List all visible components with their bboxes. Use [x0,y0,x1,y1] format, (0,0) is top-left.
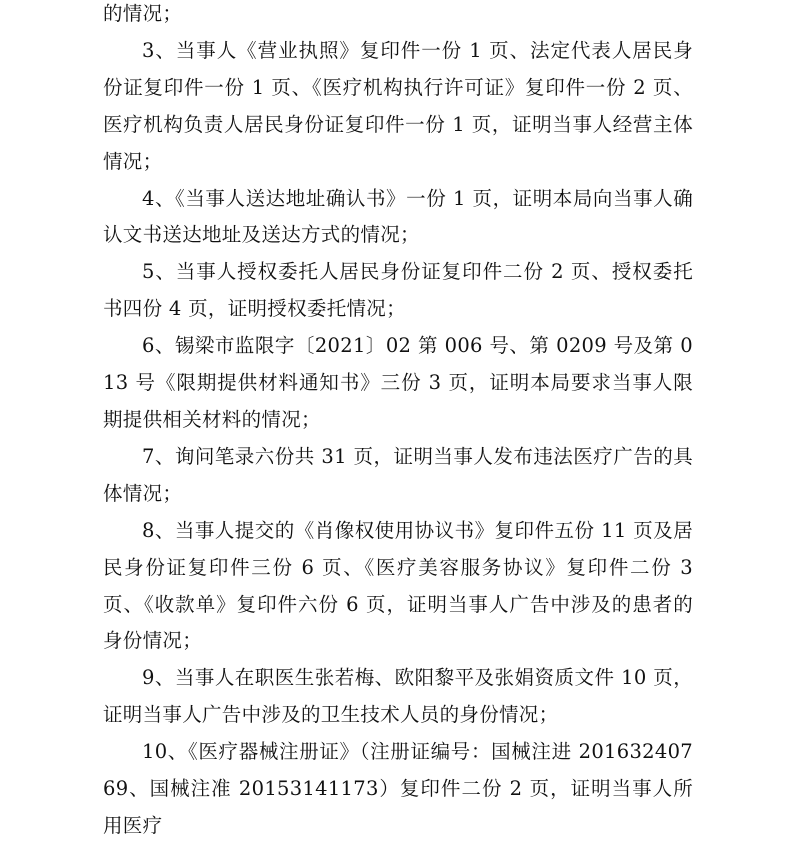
paragraph-item-9: 9、当事人在职医生张若梅、欧阳黎平及张娟资质文件 10 页，证明当事人广告中涉及的卫生技术人员的身份情况； [103,666,693,727]
paragraph-item-3: 3、当事人《营业执照》复印件一份 1 页、法定代表人居民身份证复印件一份 1 页、《医疗机构执行许可证》复印件一份 2 页、医疗机构负责人居民身份证复印件一份 1 页，证明当事人经营主体情况； [103,38,693,173]
document-body [103,0,693,845]
paragraph-item-7: 7、询问笔录六份共 31 页，证明当事人发布违法医疗广告的具体情况； [103,444,693,505]
paragraph-item-10: 10、《医疗器械注册证》（注册证编号：国械注进 20163240769、国械注准 20153141173）复印件二份 2 页，证明当事人所用医疗 [103,740,693,837]
paragraph-continued: 的情况； [103,2,183,25]
paragraph-item-4: 4、《当事人送达地址确认书》一份 1 页，证明本局向当事人确认文书送达地址及送达方式的情况； [103,186,693,247]
paragraph-item-8: 8、当事人提交的《肖像权使用协议书》复印件五份 11 页及居民身份证复印件三份 6 页、《医疗美容服务协议》复印件二份 3 页、《收款单》复印件六份 6 页，证明当事人广告中涉及的患者的身份情况； [103,518,693,653]
paragraph-item-6: 6、锡梁市监限字〔2021〕02 第 006 号、第 0209 号及第 013 号《限期提供材料通知书》三份 3 页，证明本局要求当事人限期提供相关材料的情况； [103,334,693,431]
paragraph-item-5: 5、当事人授权委托人居民身份证复印件二份 2 页、授权委托书四份 4 页，证明授权委托情况； [103,260,693,321]
